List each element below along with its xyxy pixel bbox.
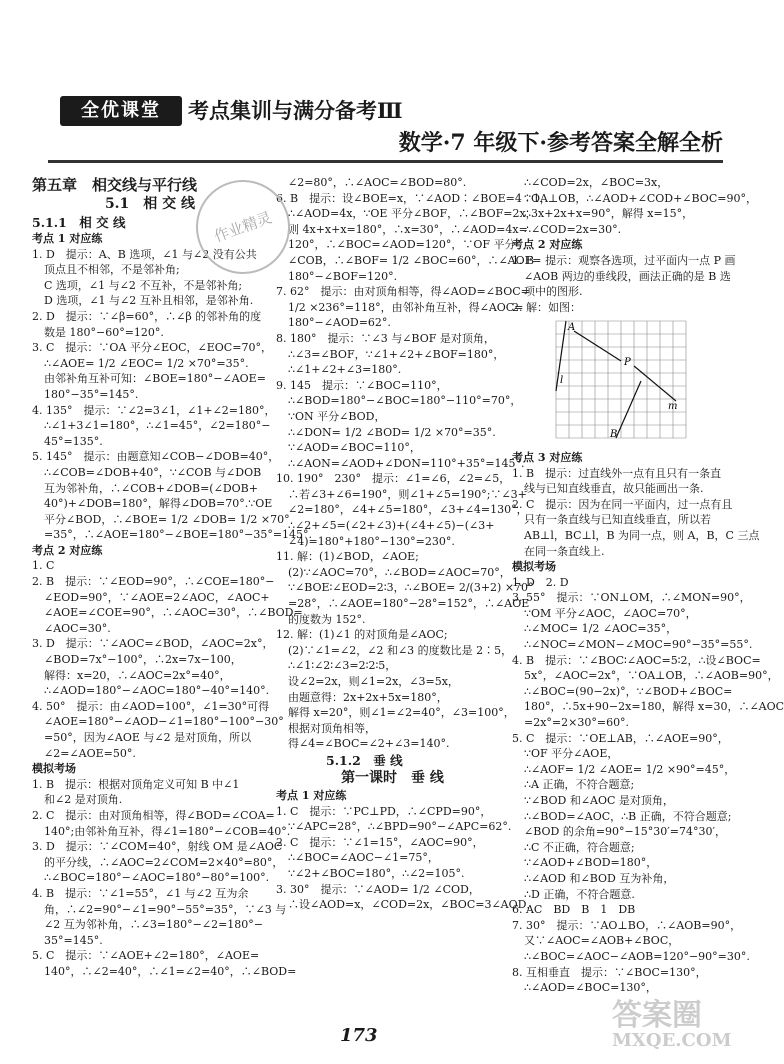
watermark-url: MXQE.COM — [612, 1030, 732, 1051]
answer-line: ∴C 不正确，符合题意; — [524, 840, 635, 854]
answer-line: 120°，∴∠BOC=∠AOD=120°，∵OF 平分 — [288, 238, 516, 252]
answer-line: 1. C 提示：∵PC⊥PD，∴∠CPD=90°， — [276, 804, 492, 818]
answer-line: ∴∠NOC=∠MON−∠MOC=90°−35°=55°. — [524, 638, 753, 652]
answer-line: ∴∠1∶∠2∶∠3=2∶2∶5， — [288, 659, 397, 673]
answer-line: 180°−35°=145°. — [44, 387, 139, 401]
answer-line: 1. C — [32, 559, 55, 573]
answer-line: 2. C 提示：∵∠1=15°，∠AOC=90°， — [276, 835, 484, 849]
answer-line: 由邻补角互补可知：∠BOE=180°−∠AOE= — [44, 372, 266, 386]
header-rule — [48, 160, 723, 163]
answer-line: =35°，∴∠AOE=180°−∠BOE=180°−35°=145°. — [44, 528, 313, 542]
answer-line: 只有一条直线与已知直线垂直，所以若 — [524, 513, 711, 527]
answer-line: 5. C 提示：∵∠AOE+∠2=180°，∠AOE= — [32, 949, 260, 963]
answer-line: ∵∠BOE∶∠EOD=2∶3，∴∠BOE= 2/(3+2) ×70° — [288, 581, 534, 595]
answer-line: ∠AOC=30°. — [44, 621, 111, 635]
answer-line: 1. D 提示：A、B 选项，∠1 与∠2 没有公共 — [32, 247, 257, 261]
answer-line: (2)∵∠AOC=70°，∴∠BOD=∠AOC=70°， — [288, 565, 511, 579]
answer-line: 12. 解：(1)∠1 的对顶角是∠AOC; — [276, 628, 448, 642]
section-heading: 5.1.1 相 交 线 — [32, 215, 126, 230]
answer-line: ∴∠AOD=4x，∵OE 平分∠BOF，∴∠BOF=2x， — [288, 207, 537, 221]
figure-label: l — [560, 375, 564, 387]
answer-line: 5. C 提示：∵OE⊥AB，∴∠AOE=90°， — [512, 731, 729, 745]
answer-line: 45°=135°. — [44, 434, 103, 448]
answer-line: 4. 135° 提示：∵∠2=3∠1，∠1+∠2=180°， — [32, 403, 276, 417]
answer-line: ∴∠BOD=∠AOC，∴B 正确，不符合题意; — [524, 809, 732, 823]
answer-line: 在同一条直线上. — [524, 544, 605, 558]
answer-line: ∴∠2+∠5=(∠2+∠3)+(∠4+∠5)−(∠3+ — [288, 519, 495, 533]
answer-line: ∠AOE=∠COE=90°，∴∠AOC=30°，∴∠BOD= — [44, 606, 303, 620]
answer-line: 1. B 提示：过直线外一点有且只有一条直 — [512, 466, 722, 480]
section-heading: 第一课时 垂 线 — [341, 769, 444, 786]
answer-line: 3. D 提示：∵∠COM=40°，射线 OM 是∠AOC — [32, 840, 283, 854]
figure-label: m — [668, 401, 678, 413]
column-left — [32, 175, 313, 980]
series-title: 考点集训与满分备考Ⅲ — [188, 98, 403, 123]
answer-line: ∠2=∠AOE=50°. — [44, 746, 136, 760]
answer-line: 3. 30° 提示：∵∠AOD= 1/2 ∠COD， — [276, 882, 480, 896]
answer-line: ∴∠1+∠2+∠3=180°. — [288, 363, 402, 377]
answer-line: 8. 互相垂直 提示：∵∠BOC=130°， — [512, 965, 707, 979]
answer-line: 9. 145 提示：∵∠BOC=110°， — [276, 378, 448, 392]
answer-line: C 选项，∠1 与∠2 不互补，不是邻补角; — [44, 278, 243, 292]
answer-line: ∴∠BOC=∠AOC−∠AOB=120°−90°=30°. — [524, 949, 750, 963]
answer-line: 又∵∠AOC=∠AOB+∠BOC， — [524, 934, 680, 948]
answer-line: ∴设∠AOD=x，∠COD=2x，∠BOC=3∠AOD， — [288, 898, 538, 912]
answer-line: ∠AOB 两边的垂线段，画法正确的是 B 选 — [524, 269, 731, 283]
subsection-label: 考点 2 对应练 — [32, 543, 103, 557]
answer-line: 由题意得：2x+2x+5x=180°， — [288, 690, 448, 704]
figure-label: B — [610, 429, 618, 441]
watermark-logo: 答案圈 — [612, 998, 702, 1033]
chapter-title: 第五章 相交线与平行线 — [32, 176, 198, 194]
answer-line: 180°−∠AOD=62°. — [288, 316, 391, 330]
answer-line: ∠BOD 的余角=90°−15°30′=74°30′， — [524, 825, 726, 839]
figure-label: P — [624, 357, 631, 369]
book-subtitle: 数学·7 年级下·参考答案全解全析 — [398, 130, 723, 156]
answer-line: ∵∠2+∠BOC=180°，∴∠2=105°. — [288, 866, 465, 880]
answer-line: 7. 62° 提示：由对顶角相等，得∠AOD=∠BOC= — [276, 285, 530, 299]
subsection-label: 考点 3 对应练 — [512, 450, 583, 464]
answer-line: ∵OF 平分∠AOE， — [524, 747, 619, 761]
page-number: 173 — [340, 1025, 378, 1046]
answer-line: 的平分线，∴∠AOC=2∠COM=2×40°=80°， — [44, 855, 284, 869]
answer-line: =28°，∴∠AOE=180°−28°=152°，∴∠AOE — [288, 597, 530, 611]
column-right — [512, 175, 784, 996]
answer-line: 互为邻补角，∴∠COB+∠DOB=(∠DOB+ — [44, 481, 258, 495]
answer-line: 4. 50° 提示：由∠AOD=100°，∠1=30°可得 — [32, 699, 270, 713]
answer-line: ∵∠AOD=∠BOC=110°， — [288, 441, 421, 455]
answer-line: 7. 30° 提示：∵AO⊥BO，∴∠AOB=90°， — [512, 918, 742, 932]
answer-line: ∠EOD=90°，∵∠AOE=2∠AOC，∠AOC+ — [44, 590, 270, 604]
answer-line: 3. 55° 提示：∵ON⊥OM，∴∠MON=90°， — [512, 591, 751, 605]
answer-line: 2. B 提示：∵∠EOD=90°，∴∠COE=180°− — [32, 575, 275, 589]
answer-line: =2x°=2×30°=60°. — [524, 716, 630, 730]
subsection-label: 考点 1 对应练 — [276, 788, 347, 802]
subsection-label: 考点 1 对应练 — [32, 232, 103, 245]
answer-line: 项中的图形. — [524, 285, 583, 299]
answer-line: ∴∠1+3∠1=180°，∴∠1=45°，∠2=180°− — [44, 419, 271, 433]
answer-line: 4. B 提示：∵∠1=55°，∠1 与∠2 互为余 — [32, 886, 249, 900]
answer-line: ∠2=80°，∴∠AOC=∠BOD=80°. — [288, 176, 467, 189]
answer-line: 2. 解：如图： — [512, 300, 581, 314]
answer-line: 6. B 提示：设∠BOE=x，∵∠AOD∶∠BOE=4∶1， — [276, 191, 551, 205]
answer-line: 和∠2 是对顶角. — [44, 793, 123, 807]
answer-line: 4. B 提示：∵∠BOC∶∠AOC=5∶2，∴设∠BOC= — [512, 653, 761, 667]
answer-line: 根据对顶角相等， — [288, 721, 376, 735]
figure-label: A — [568, 322, 576, 334]
answer-line: 2. C 提示：由对顶角相等，得∠BOD=∠COA= — [32, 808, 275, 822]
answer-line: ∵∠APC=28°，∴∠BPD=90°−∠APC=62°. — [288, 820, 512, 834]
answer-line: ∴3x+2x+x=90°，解得 x=15°， — [524, 207, 694, 221]
answer-line: 140°;由邻补角互补，得∠1=180°−∠COB=40°. — [44, 824, 291, 838]
answer-line: 35°=145°. — [44, 933, 103, 947]
answer-line: 1/2 ×236°=118°，由邻补角互补，得∠AOC= — [288, 300, 524, 314]
answer-line: ∴A 正确，不符合题意; — [524, 778, 635, 792]
answer-line: 6. AC BD B 1 DB — [512, 903, 636, 917]
answer-line: 解得 x=20°，则∠1=∠2=40°，∠3=100°， — [288, 706, 515, 720]
answer-line: ∠BOD=7x°−100°，∴2x=7x−100， — [44, 653, 242, 667]
perpendicular-grid-figure — [556, 321, 686, 441]
answer-line: 140°，∴∠2=40°，∴∠1=∠2=40°，∴∠BOD= — [44, 964, 297, 978]
answer-line: 角，∴∠2=90°−∠1=90°−55°=35°，∵∠3 与 — [44, 902, 287, 916]
answer-line: 得∠4=∠BOC=∠2+∠3=140°. — [288, 737, 450, 751]
answer-line: 1. D 2. D — [512, 575, 569, 589]
answer-line: ∵OM 平分∠AOC，∠AOC=70°， — [524, 606, 697, 620]
answer-line: ∴若∠3+∠6=190°，则∠1+∠5=190°;∵∠3+ — [288, 487, 527, 501]
section-heading: 5.1 相 交 线 — [104, 196, 196, 212]
answer-line: 8. 180° 提示：∵∠3 与∠BOF 是对顶角， — [276, 331, 495, 345]
answer-line: 11. 解：(1)∠BOD，∠AOE; — [276, 550, 419, 564]
answer-line: AB⊥l，BC⊥l，B 为同一点，则 A，B，C 三点 — [524, 528, 760, 542]
answer-line: 5. 145° 提示：由题意知∠COB−∠DOB=40°， — [32, 450, 280, 464]
answer-line: 平分∠BOD，∴∠BOE= 1/2 ∠DOB= 1/2 ×70° — [44, 512, 290, 526]
answer-line: ∴∠BOC=∠AOC−∠1=75°， — [288, 851, 439, 865]
answer-line: 线与已知直线垂直，故只能画出一条. — [524, 482, 704, 496]
answer-line: 的度数为 152°. — [288, 612, 366, 626]
answer-line: 5x°，∠AOC=2x°，∵OA⊥OB，∴∠AOB=90°， — [524, 669, 779, 683]
answer-line: 2. D 提示：∵∠β=60°，∴∠β 的邻补角的度 — [32, 309, 262, 323]
answer-line: ∴∠3=∠BOF，∵∠1+∠2+∠BOF=180°， — [288, 347, 505, 361]
answer-line: ∴∠AOE= 1/2 ∠EOC= 1/2 ×70°=35°. — [44, 356, 249, 370]
answer-line: 40°)+∠DOB=180°，解得∠DOB=70°.∵OE — [44, 497, 273, 511]
figure-line-perp — [616, 381, 641, 438]
answer-line: ∴∠AOD=∠BOC=130°， — [524, 981, 657, 995]
answer-line: 则 4x+x+x=180°，∴x=30°，∴∠AOD=4x= — [288, 222, 528, 236]
answer-line: ∴∠MOC= 1/2 ∠AOC=35°， — [524, 622, 678, 636]
answer-line: =50°，因为∠AOE 与∠2 是对顶角，所以 — [44, 731, 252, 744]
page-header — [48, 88, 723, 163]
answer-line: ∴∠AON=∠AOD+∠DON=110°+35°=145°. — [288, 456, 525, 470]
answer-line: ∴∠COD=2x，∠BOC=3x， — [524, 176, 669, 189]
answer-line: 3. C 提示：∵OA 平分∠EOC，∠EOC=70°， — [32, 341, 272, 355]
answer-line: 设∠2=2x，则∠1=2x，∠3=5x， — [288, 675, 459, 688]
answer-line: 1. B 提示：观察各选项，过平面内一点 P 画 — [512, 253, 736, 267]
answer-line: ∠2=180°，∠4+∠5=180°，∠3+∠4=130°， — [288, 503, 528, 517]
answer-line: 3. D 提示：∵∠AOC=∠BOD，∠AOC=2x°， — [32, 637, 274, 651]
subsection-label: 模拟考场 — [512, 560, 556, 574]
answer-line: ∴∠AOF= 1/2 ∠AOE= 1/2 ×90°=45°， — [524, 762, 736, 776]
answer-line: ∴∠BOC=180°−∠AOC=180°−80°=100°. — [44, 871, 270, 885]
answer-line: ∴∠BOC=(90−2x)°，∵∠BOD+∠BOC= — [524, 684, 733, 698]
answer-line: ∴∠COD=2x=30°. — [524, 222, 622, 236]
answer-line: ∠AOE=180°−∠AOD−∠1=180°−100°−30° — [44, 715, 284, 729]
figure-line-ap — [574, 331, 621, 361]
answer-line: ∴∠AOD 和∠BOD 互为补角， — [524, 871, 675, 885]
answer-line: ∵ON 平分∠BOD， — [288, 409, 386, 423]
answer-line: 180°，∴5x+90−2x=180，解得 x=30，∴∠AOC — [524, 700, 784, 714]
series-badge: 全优课堂 — [60, 96, 182, 126]
answer-line: ∵∠BOD 和∠AOC 是对顶角， — [524, 794, 674, 807]
answer-line: ∴∠COB=∠DOB+40°，∵∠COB 与∠DOB — [44, 465, 262, 479]
answer-line: ∴∠DON= 1/2 ∠BOD= 1/2 ×70°=35°. — [288, 425, 496, 439]
answer-line: 顶点且不相邻，不是邻补角; — [44, 263, 180, 277]
answer-line: ∵OA⊥OB，∴∠AOD+∠COD+∠BOC=90°， — [524, 191, 757, 205]
answer-line: 10. 190° 230° 提示：∠1=∠6，∠2=∠5， — [276, 472, 511, 486]
answer-line: 1. B 提示：根据对顶角定义可知 B 中∠1 — [32, 777, 240, 791]
subsection-label: 考点 2 对应练 — [512, 238, 583, 252]
answer-line: 解得：x=20，∴∠AOC=2x°=40°， — [44, 668, 231, 682]
homework-stamp: 作业精灵 — [183, 167, 303, 287]
answer-line: 2. C 提示：因为在同一平面内，过一点有且 — [512, 497, 733, 511]
section-heading: 5.1.2 垂 线 — [276, 752, 403, 768]
answer-line: ∠COB，∴∠BOF= 1/2 ∠BOC=60°，∴∠AOF= — [288, 253, 542, 267]
answer-line: 数是 180°−60°=120°. — [44, 325, 164, 339]
answer-line: D 选项，∠1 与∠2 互补且相邻，是邻补角. — [44, 294, 254, 308]
answer-line: (2)∵∠1=∠2，∠2 和∠3 的度数比是 2∶5， — [288, 643, 513, 657]
answer-line: ∴D 正确，不符合题意. — [524, 887, 635, 901]
answer-line: ∠4)=180°+180°−130°=230°. — [288, 534, 455, 548]
answer-line: ∵∠AOD+∠BOD=180°， — [524, 856, 658, 870]
answer-line: ∴∠AOD=180°−∠AOC=180°−40°=140°. — [44, 684, 270, 698]
answer-line: ∠2 互为邻补角，∴∠3=180°−∠2=180°− — [44, 918, 264, 932]
subsection-label: 模拟考场 — [32, 762, 76, 776]
answer-line: 180°−∠BOF=120°. — [288, 269, 398, 283]
answer-line: ∴∠BOD=180°−∠BOC=180°−110°=70°， — [288, 394, 522, 408]
